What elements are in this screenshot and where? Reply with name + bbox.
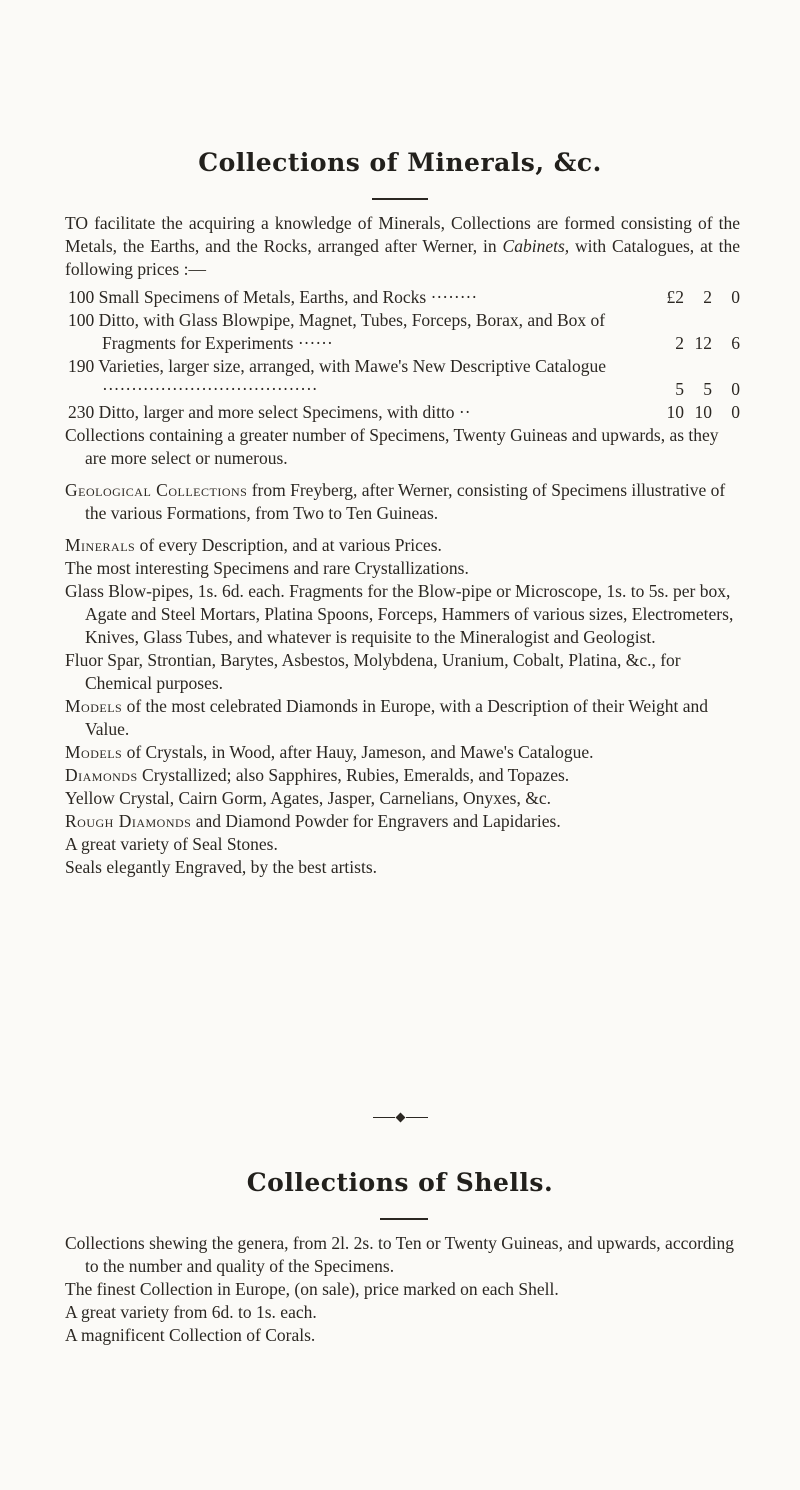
price-shillings: 2 — [703, 287, 712, 307]
price-desc: 230 Ditto, larger and more select Specimens, with ditto ·· — [68, 402, 471, 422]
list-item — [65, 787, 740, 810]
price-row — [68, 355, 740, 401]
list-item: The finest Collection in Europe, (on sale), price marked on each Shell. — [65, 1279, 559, 1299]
section-divider-ornament — [360, 1110, 440, 1126]
list-item — [65, 856, 740, 879]
entry-text: of every Description, and at various Prices. — [135, 535, 442, 555]
geological-entry — [65, 479, 740, 525]
entry-text: of the most celebrated Diamonds in Europe, with a Description of their Weight and Value. — [85, 696, 709, 739]
list-item: Collections shewing the genera, from 2l. 2s. to Ten or Twenty Guineas, and upwards, according to the number and quality of the Specimens. — [65, 1233, 735, 1276]
price-amount — [654, 286, 740, 309]
list-item: A great variety from 6d. to 1s. each. — [65, 1302, 317, 1322]
price-pounds: £2 — [666, 287, 684, 307]
collections-note: Collections containing a greater number of Specimens, Twenty Guineas and upwards, as they are more select or numerous. — [65, 425, 719, 468]
price-shillings: 5 — [703, 379, 712, 399]
shells-body — [65, 1232, 740, 1347]
price-desc: 100 Ditto, with Glass Blowpipe, Magnet, Tubes, Forceps, Borax, and Box of Fragments for Experiments ······ — [68, 310, 606, 353]
entry-text: and Diamond Powder for Engravers and Lapidaries. — [191, 811, 561, 831]
entry-text: Crystallized; also Sapphires, Rubies, Emeralds, and Topazes. — [137, 765, 570, 785]
list-item — [65, 649, 740, 695]
price-pounds: 5 — [675, 379, 684, 399]
price-pence: 0 — [731, 402, 740, 422]
price-amount — [654, 378, 740, 401]
entry-text: Fluor Spar, Strontian, Barytes, Asbestos, Molybdena, Uranium, Cobalt, Platina, &c., for Chemical purposes. — [65, 650, 681, 693]
intro-paragraph — [65, 212, 740, 281]
list-item — [65, 580, 740, 649]
entry-text: Yellow Crystal, Cairn Gorm, Agates, Jasper, Carnelians, Onyxes, &c. — [65, 788, 551, 808]
geological-text: from Freyberg, after Werner, consisting of Specimens illustrative of the various Formations, from Two to Ten Guineas. — [85, 480, 726, 523]
price-amount — [654, 401, 740, 424]
geological-heading: Geological Collections — [65, 480, 248, 500]
shells-title: Collections of Shells. — [246, 1168, 554, 1197]
price-desc: 190 Varieties, larger size, arranged, with Mawe's New Descriptive Catalogue ····································· — [68, 356, 607, 399]
entry-text: A great variety of Seal Stones. — [65, 834, 278, 854]
intro-part1: TO facilitate the acquiring a knowledge of Minerals, Collections are formed consisting of the Metals, the Earths, and the Rocks, arranged after Werner, in — [65, 213, 740, 256]
price-shillings: 10 — [694, 402, 712, 422]
list-item — [65, 557, 740, 580]
entry-caps: Rough Diamonds — [65, 811, 192, 831]
list-item — [65, 741, 740, 764]
intro-cabinets: Cabinets, — [502, 236, 570, 256]
price-row — [68, 309, 740, 355]
shells-title-underline — [380, 1218, 428, 1220]
price-pounds: 2 — [675, 333, 684, 353]
entry-text: of Crystals, in Wood, after Hauy, Jameson, and Mawe's Catalogue. — [122, 742, 594, 762]
price-row — [68, 286, 740, 309]
entry-text: Seals elegantly Engraved, by the best artists. — [65, 857, 378, 877]
entry-caps: Models — [65, 742, 123, 762]
list-item — [65, 833, 740, 856]
price-pounds: 10 — [666, 402, 684, 422]
entry-text: The most interesting Specimens and rare Crystallizations. — [65, 558, 469, 578]
list-item — [65, 695, 740, 741]
price-pence: 0 — [731, 287, 740, 307]
price-row — [68, 401, 740, 424]
price-shillings: 12 — [694, 333, 712, 353]
list-item — [65, 764, 740, 787]
title-underline — [372, 198, 428, 200]
price-list — [68, 286, 740, 424]
price-desc: 100 Small Specimens of Metals, Earths, and Rocks ········ — [68, 287, 478, 307]
price-amount — [654, 332, 740, 355]
list-item — [65, 534, 740, 557]
list-item — [65, 810, 740, 833]
intro-part2: with Catalogues, at the following prices :— — [65, 236, 740, 279]
minerals-title: Collections of Minerals, &c. — [198, 148, 602, 177]
entry-caps: Models — [65, 696, 123, 716]
minerals-body — [65, 424, 740, 879]
entry-caps: Diamonds — [65, 765, 138, 785]
price-pence: 6 — [731, 333, 740, 353]
list-item: A magnificent Collection of Corals. — [65, 1325, 316, 1345]
entry-text: Glass Blow-pipes, 1s. 6d. each. Fragments for the Blow-pipe or Microscope, 1s. to 5s. per box, Agate and Steel Mortars, Platina Spoons, Forceps, Hammers of various sizes, Electrometers, Knives, Glass Tubes, and whatever is requisite to the Mineralogist and Geologist. — [65, 581, 734, 647]
price-pence: 0 — [731, 379, 740, 399]
entry-caps: Minerals — [65, 535, 136, 555]
